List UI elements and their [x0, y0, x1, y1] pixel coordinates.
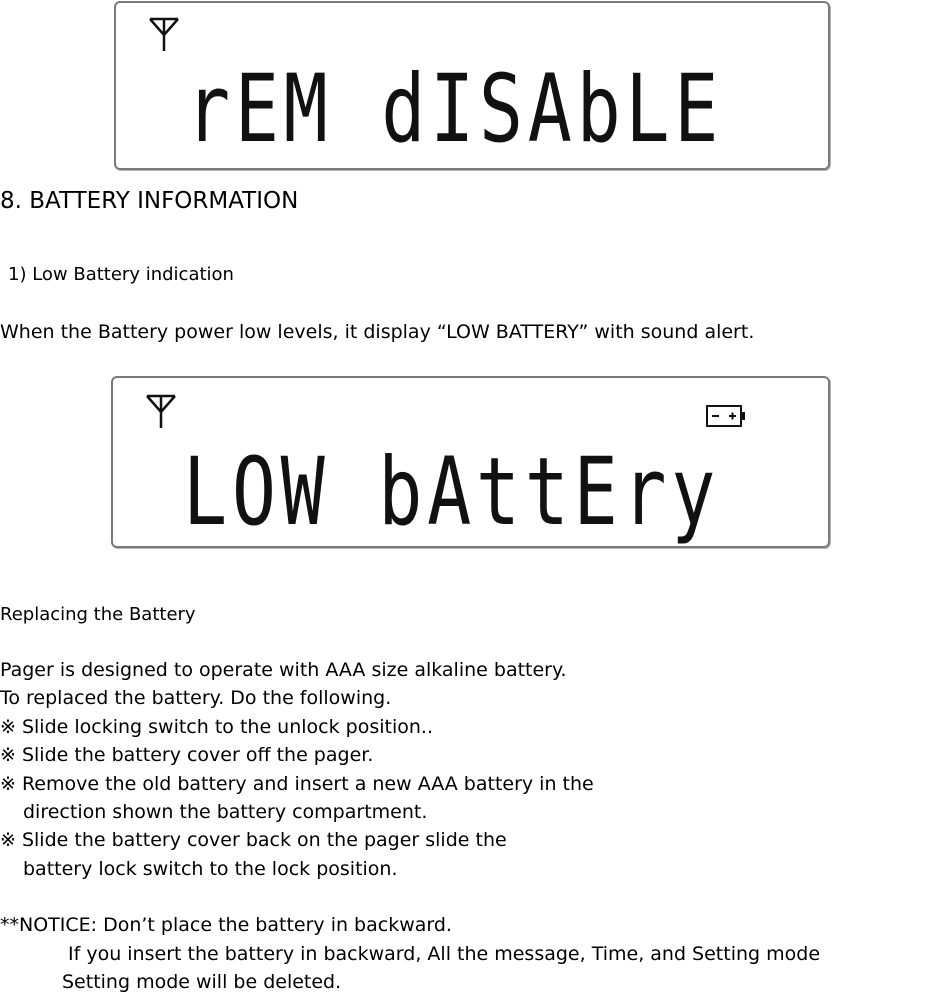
lcd-display-rem-disable [114, 1, 830, 170]
notice-label: **NOTICE [0, 914, 91, 936]
lcd-text: LOW bAttEry [183, 438, 721, 547]
low-battery-description: When the Battery power low levels, it display “LOW BATTERY” with sound alert. [0, 321, 755, 343]
lcd-display-low-battery [111, 376, 830, 548]
instruction-line: Pager is designed to operate with AAA size alkaline battery. [0, 659, 567, 681]
subsection-title-low-battery: 1) Low Battery indication [8, 264, 234, 285]
lcd-text: rEM dISAbLE [186, 55, 724, 164]
instruction-step-continuation: direction shown the battery compartment. [23, 801, 428, 823]
instruction-step: ※ Remove the old battery and insert a new AAA battery in the [0, 773, 594, 795]
notice-line-3: Setting mode will be deleted. [62, 971, 342, 993]
instruction-step-continuation: battery lock switch to the lock position. [23, 858, 398, 880]
section-title: 8. BATTERY INFORMATION [0, 188, 299, 214]
instruction-step: ※ Slide the battery cover off the pager. [0, 744, 374, 766]
instruction-step: ※ Slide locking switch to the unlock position.. [0, 716, 433, 738]
battery-icon [705, 404, 747, 428]
notice-line [0, 914, 452, 936]
notice-line-2: If you insert the battery in backward, All the message, Time, and Setting mode [68, 943, 821, 965]
antenna-icon [148, 17, 180, 53]
subsection-title-replacing-battery: Replacing the Battery [0, 604, 196, 625]
instruction-line: To replaced the battery. Do the following. [0, 687, 392, 709]
instruction-step: ※ Slide the battery cover back on the pager slide the [0, 829, 507, 851]
antenna-icon [145, 394, 177, 430]
notice-text: : Don’t place the battery in backward. [90, 914, 452, 936]
